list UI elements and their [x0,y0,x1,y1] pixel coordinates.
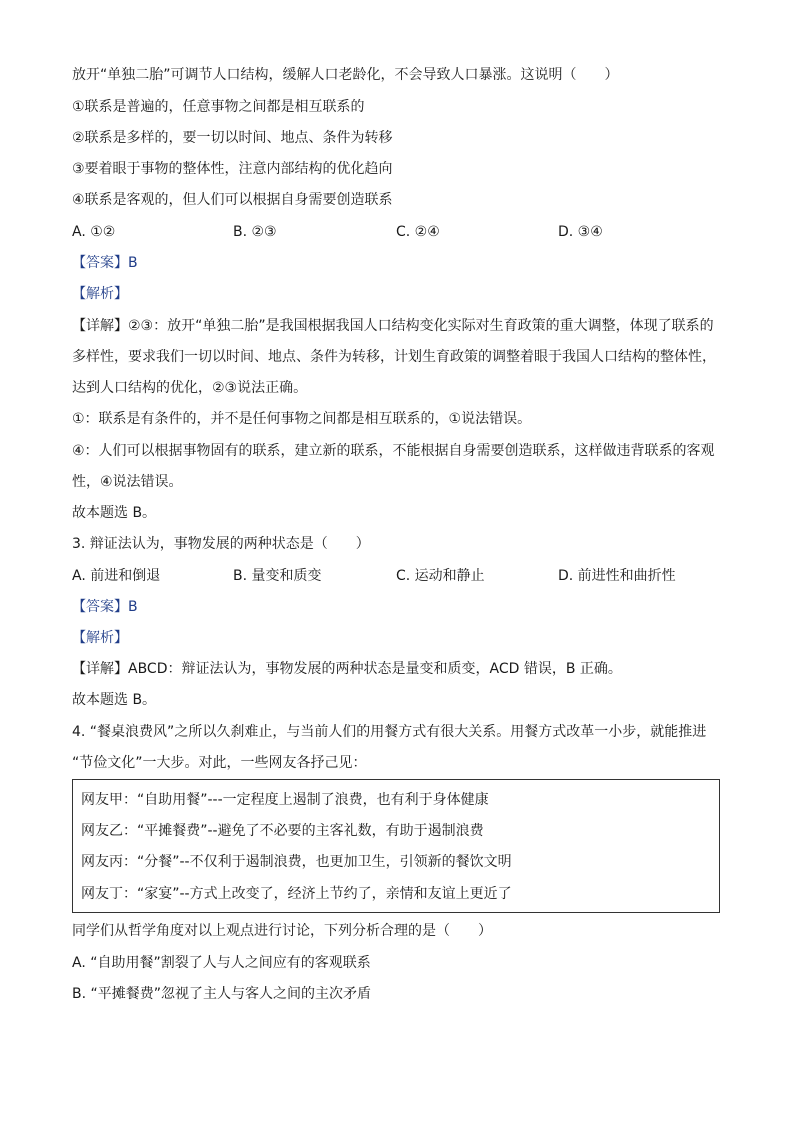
option-b: B. “平摊餐费”忽视了主人与客人之间的主次矛盾 [72,986,372,1002]
analysis-label: 【解析】 [72,630,128,646]
statement: ②联系是多样的，要一切以时间、地点、条件为转移 [72,130,393,146]
question-stem: 放开“单独二胎”可调节人口结构，缓解人口老龄化，不会导致人口暴涨。这说明（ ） [72,67,619,83]
option-d: D. ③④ [558,224,603,240]
option-b: B. 量变和质变 [233,568,322,584]
statement: ①联系是普遍的，任意事物之间都是相互联系的 [72,99,365,115]
opinion-line: 网友甲：“自助用餐”---一定程度上遏制了浪费，也有利于身体健康 [81,792,489,808]
answer-label: 【答案】B [72,599,138,615]
option-c: C. ②④ [396,224,440,240]
option-a: A. “自助用餐”割裂了人与人之间应有的客观联系 [72,955,371,971]
option-a: A. ①② [72,224,116,240]
opinions-box [72,779,720,913]
option-d: D. 前进性和曲折性 [558,568,676,584]
detail-line: 性，④说法错误。 [72,474,183,490]
opinion-line: 网友丁：“家宴”--方式上改变了，经济上节约了，亲情和友谊上更近了 [81,886,512,902]
detail-line: ④：人们可以根据事物固有的联系，建立新的联系，不能根据自身需要创造联系，这样做违背联系的客观 [72,443,715,459]
detail-line: 【详解】②③：放开“单独二胎”是我国根据我国人口结构变化实际对生育政策的重大调整，体现了联系的 [72,318,714,334]
question-stem: “节俭文化”一大步。对此，一些网友各抒己见： [72,755,367,771]
option-b: B. ②③ [233,224,277,240]
detail-line: 达到人口结构的优化，②③说法正确。 [72,380,308,396]
option-c: C. 运动和静止 [396,568,485,584]
conclusion-line: 故本题选 B。 [72,505,157,521]
analysis-label: 【解析】 [72,286,128,302]
statement: ③要着眼于事物的整体性，注意内部结构的优化趋向 [72,161,393,177]
question-stem: 4. “餐桌浪费风”之所以久刹难止，与当前人们的用餐方式有很大关系。用餐方式改革一小步，就能推进 [72,724,707,740]
question-stem: 3. 辩证法认为，事物发展的两种状态是（ ） [72,536,370,552]
opinion-line: 网友乙：“平摊餐费”--避免了不必要的主客礼数，有助于遏制浪费 [81,823,484,839]
statement: ④联系是客观的，但人们可以根据自身需要创造联系 [72,192,393,208]
detail-line: ①：联系是有条件的，并不是任何事物之间都是相互联系的，①说法错误。 [72,411,532,427]
question-text: 同学们从哲学角度对以上观点进行讨论，下列分析合理的是（ ） [72,923,492,939]
answer-label: 【答案】B [72,255,138,271]
option-a: A. 前进和倒退 [72,568,161,584]
conclusion-line: 故本题选 B。 [72,692,157,708]
detail-line: 多样性，要求我们一切以时间、地点、条件为转移，计划生育政策的调整着眼于我国人口结构的整体性， [72,349,716,365]
opinion-line: 网友丙：“分餐”--不仅利于遏制浪费，也更加卫生，引领新的餐饮文明 [81,854,512,870]
detail-line: 【详解】ABCD：辩证法认为，事物发展的两种状态是量变和质变，ACD 错误，B 正确。 [72,661,622,677]
